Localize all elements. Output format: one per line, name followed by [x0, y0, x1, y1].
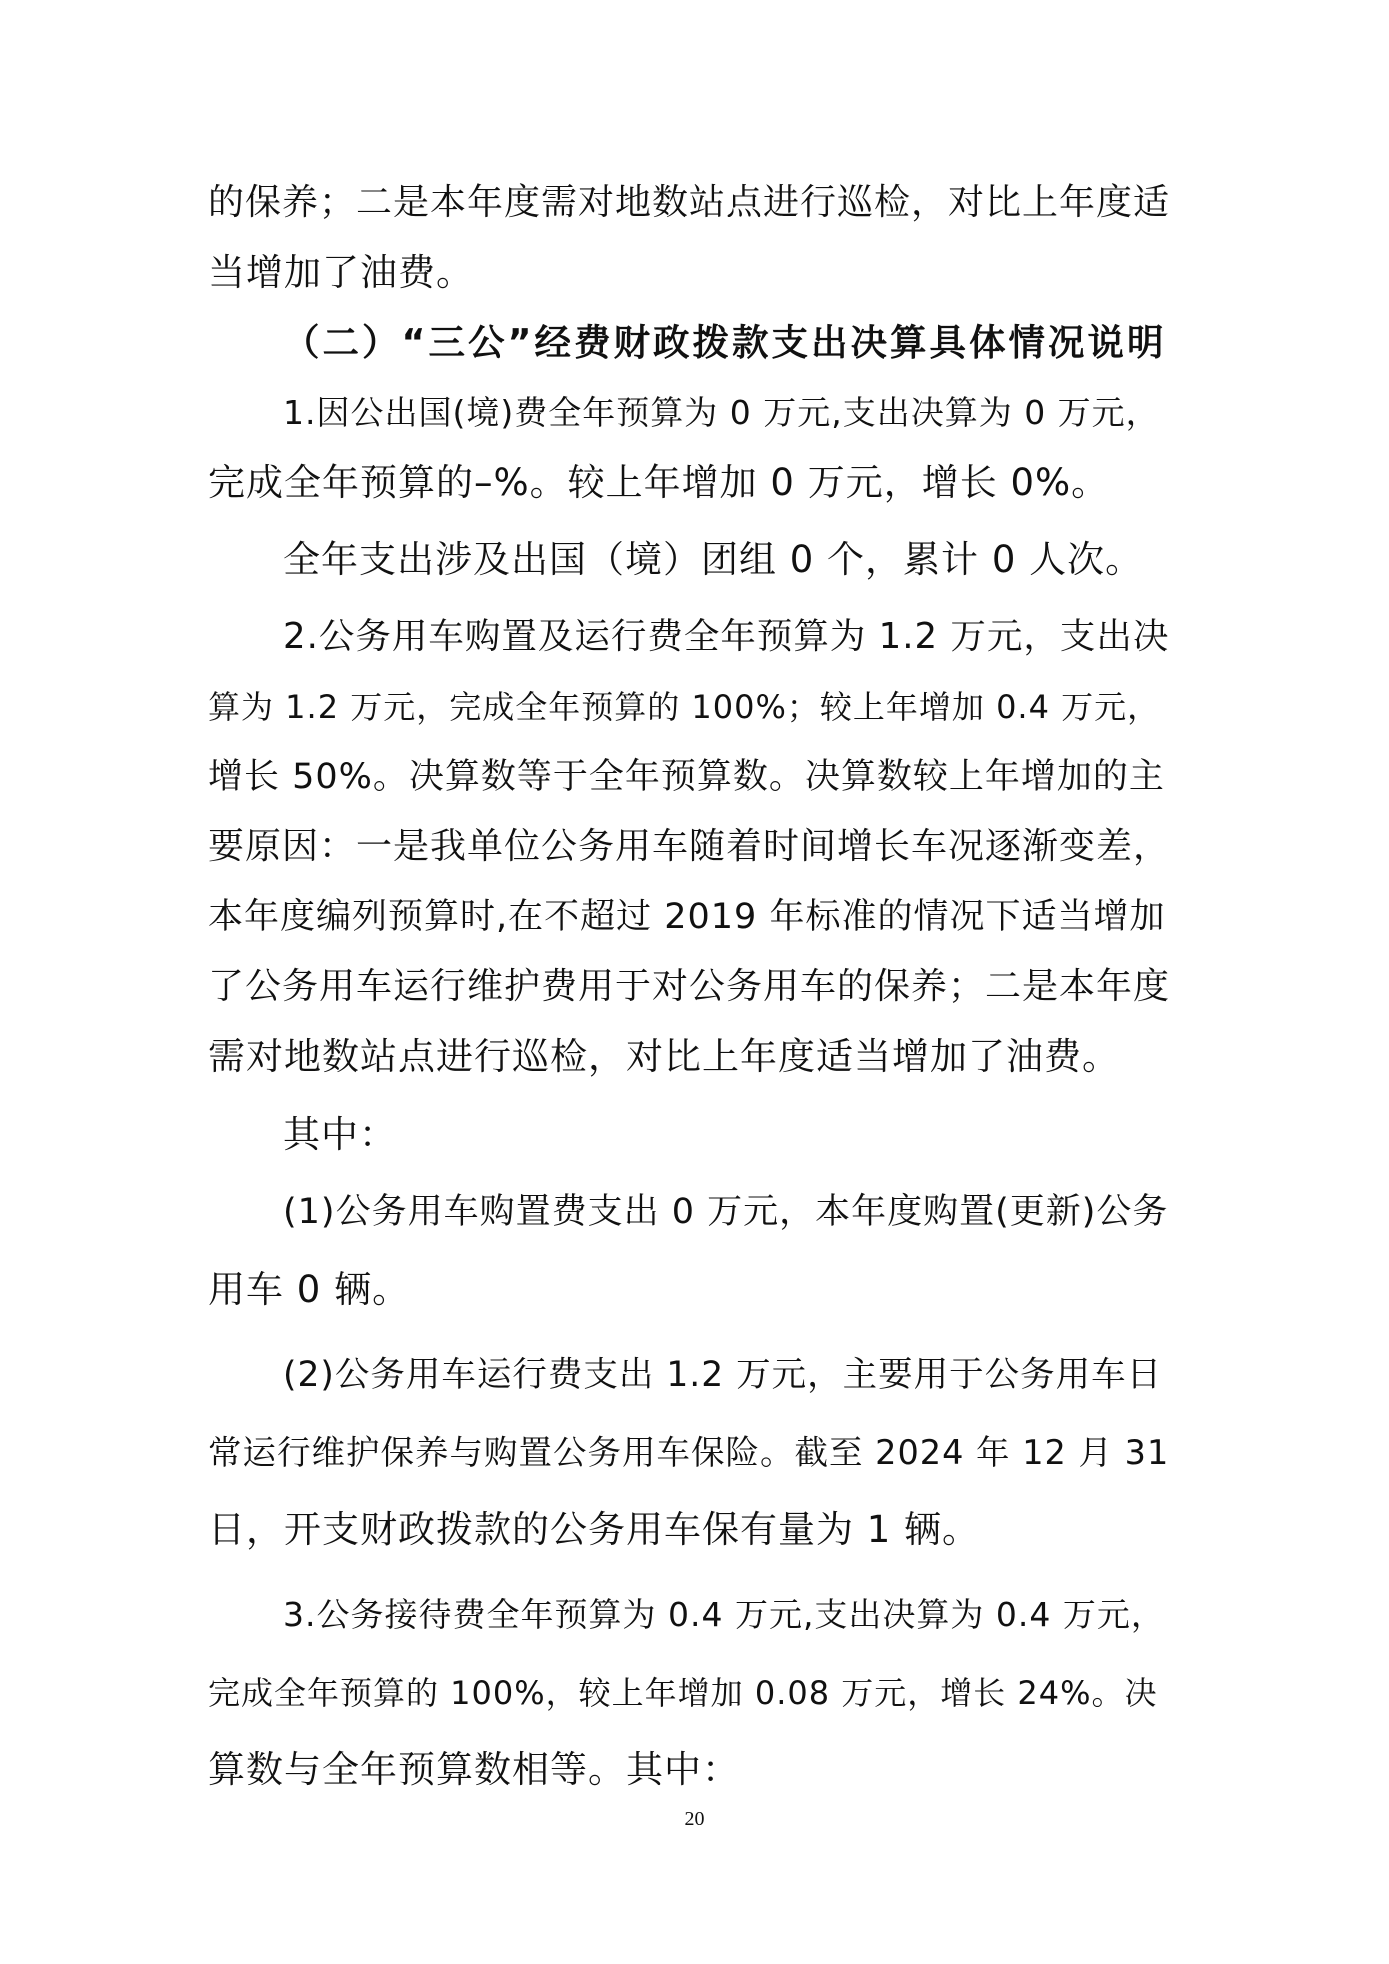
body-line: 算数与全年预算数相等。其中：: [208, 1748, 740, 1791]
body-line: 算为 1.2 万元，完成全年预算的 100%；较上年增加 0.4 万元，: [208, 688, 1161, 726]
body-line: 3.公务接待费全年预算为 0.4 万元,支出决算为 0.4 万元，: [283, 1595, 1165, 1634]
body-line: 当增加了油费。: [208, 251, 474, 294]
body-line: (2)公务用车运行费支出 1.2 万元，主要用于公务用车日: [283, 1355, 1163, 1395]
body-line: 完成全年预算的 100%，较上年增加 0.08 万元，增长 24%。决: [208, 1674, 1158, 1712]
body-line: 其中：: [283, 1113, 397, 1156]
body-line: 2.公务用车购置及运行费全年预算为 1.2 万元，支出决: [283, 616, 1170, 657]
body-line: 本年度编列预算时,在不超过 2019 年标准的情况下适当增加: [208, 897, 1166, 937]
page-number: 20: [684, 1808, 705, 1830]
body-line: 增长 50%。决算数等于全年预算数。决算数较上年增加的主: [208, 757, 1165, 797]
body-line: 常运行维护保养与购置公务用车保险。截至 2024 年 12 月 31: [208, 1433, 1170, 1472]
body-line: 要原因：一是我单位公务用车随着时间增长车况逐渐变差，: [208, 826, 1171, 867]
body-line: 了公务用车运行维护费用于对公务用车的保养；二是本年度: [208, 966, 1171, 1007]
body-line: 完成全年预算的–%。较上年增加 0 万元，增长 0%。: [208, 461, 1110, 504]
body-line: 用车 0 辆。: [208, 1268, 411, 1311]
body-line: (1)公务用车购置费支出 0 万元，本年度购置(更新)公务: [283, 1192, 1169, 1232]
body-line: 日，开支财政拨款的公务用车保有量为 1 辆。: [208, 1508, 981, 1551]
section-heading: （二）“三公”经费财政拨款支出决算具体情况说明: [283, 321, 1167, 364]
body-line: 需对地数站点进行巡检，对比上年度适当增加了油费。: [208, 1035, 1120, 1078]
body-line: 1.因公出国(境)费全年预算为 0 万元,支出决算为 0 万元，: [283, 393, 1160, 432]
body-line: 的保养；二是本年度需对地数站点进行巡检，对比上年度适: [208, 182, 1171, 223]
body-line: 全年支出涉及出国（境）团组 0 个，累计 0 人次。: [283, 538, 1144, 581]
